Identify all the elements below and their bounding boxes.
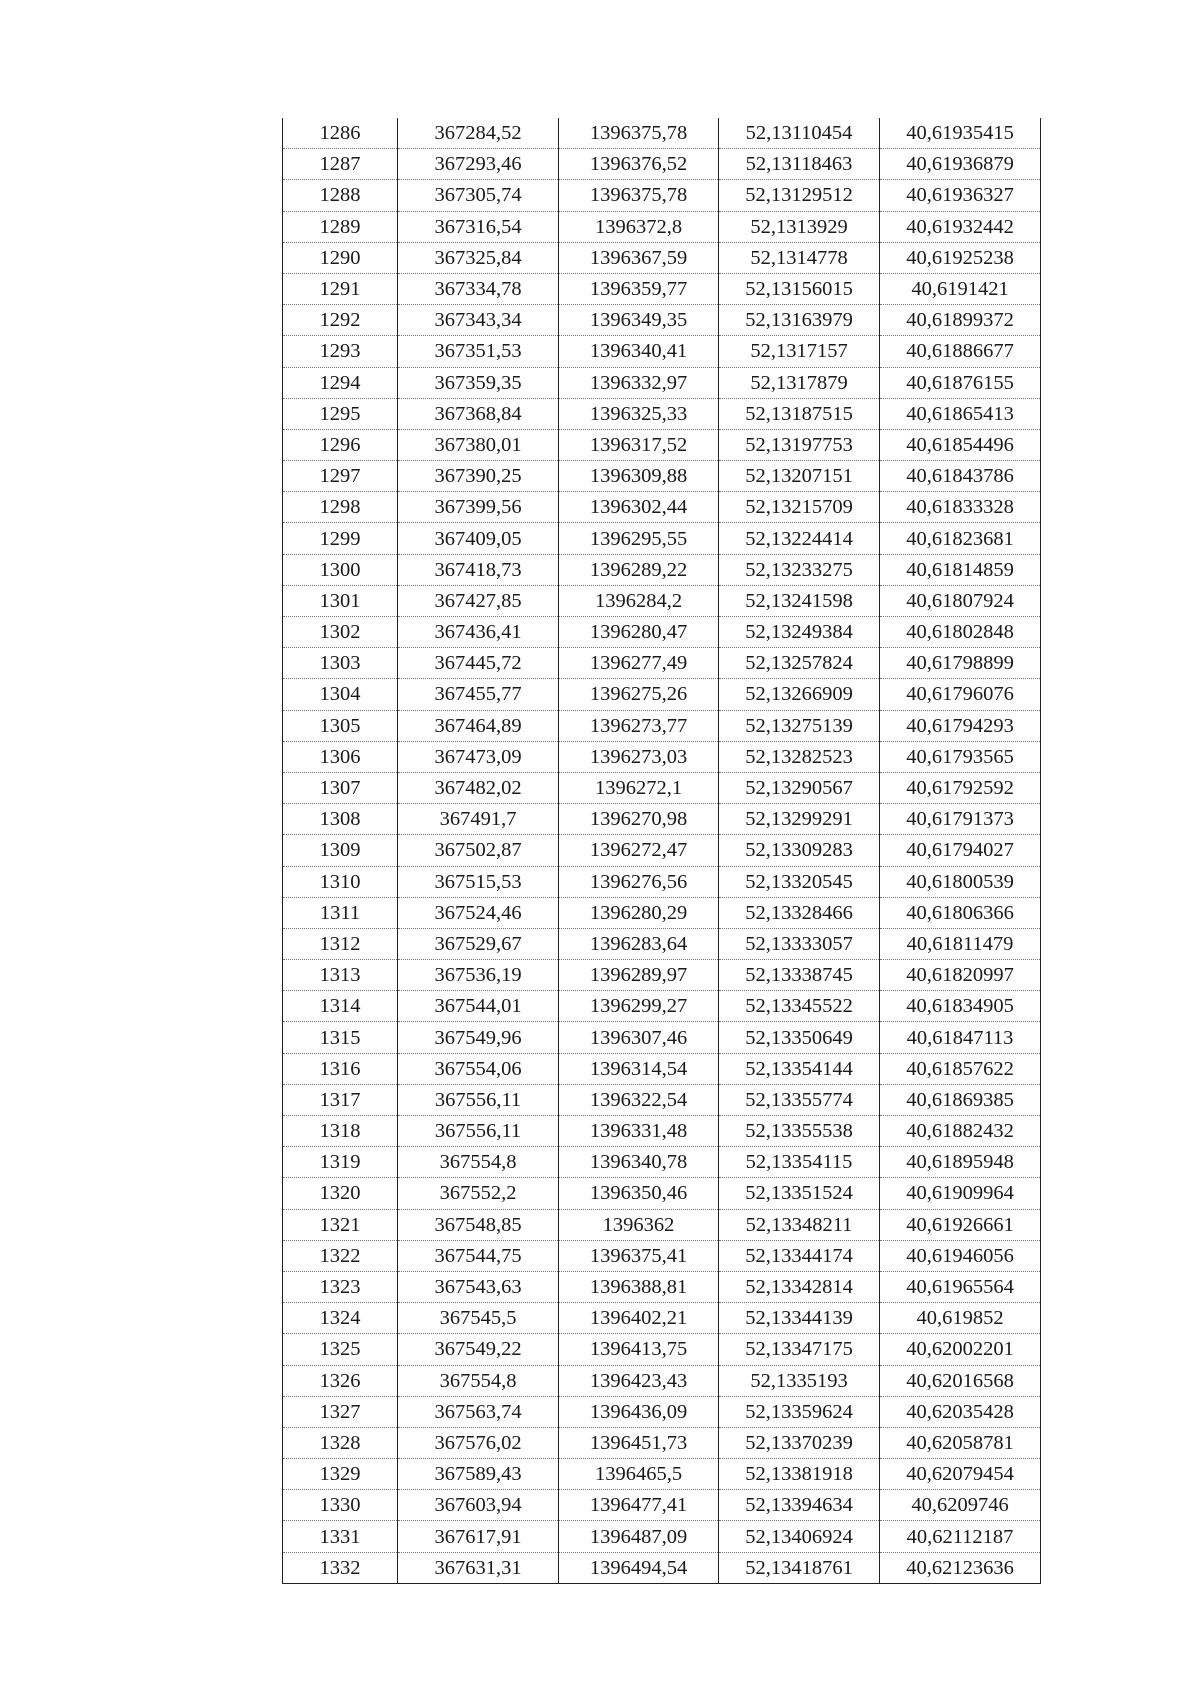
table-row <box>283 1022 1041 1053</box>
table-cell-latitude: 52,13118463 <box>719 149 880 180</box>
table-cell-point-number: 1321 <box>283 1209 398 1240</box>
table-cell-x-coordinate: 367554,8 <box>398 1365 559 1396</box>
table-row <box>283 554 1041 585</box>
table-cell-point-number: 1294 <box>283 367 398 398</box>
table-cell-latitude: 52,13156015 <box>719 273 880 304</box>
table-cell-y-coordinate: 1396272,1 <box>559 772 719 803</box>
table-cell-y-coordinate: 1396280,29 <box>559 897 719 928</box>
table-row <box>283 679 1041 710</box>
table-cell-point-number: 1314 <box>283 991 398 1022</box>
table-cell-y-coordinate: 1396280,47 <box>559 617 719 648</box>
table-cell-point-number: 1300 <box>283 554 398 585</box>
table-cell-point-number: 1289 <box>283 211 398 242</box>
table-cell-y-coordinate: 1396350,46 <box>559 1178 719 1209</box>
table-cell-longitude: 40,619852 <box>880 1303 1041 1334</box>
table-cell-longitude: 40,61886677 <box>880 336 1041 367</box>
table-cell-x-coordinate: 367603,94 <box>398 1490 559 1521</box>
table-cell-y-coordinate: 1396331,48 <box>559 1116 719 1147</box>
table-cell-x-coordinate: 367343,34 <box>398 305 559 336</box>
table-cell-x-coordinate: 367631,31 <box>398 1552 559 1583</box>
table-row <box>283 180 1041 211</box>
table-cell-x-coordinate: 367556,11 <box>398 1084 559 1115</box>
table-cell-y-coordinate: 1396372,8 <box>559 211 719 242</box>
table-cell-y-coordinate: 1396289,22 <box>559 554 719 585</box>
table-cell-x-coordinate: 367473,09 <box>398 741 559 772</box>
table-cell-latitude: 52,13257824 <box>719 648 880 679</box>
table-cell-point-number: 1293 <box>283 336 398 367</box>
table-cell-latitude: 52,1313929 <box>719 211 880 242</box>
table-cell-latitude: 52,1317157 <box>719 336 880 367</box>
table-cell-y-coordinate: 1396413,75 <box>559 1334 719 1365</box>
table-cell-y-coordinate: 1396272,47 <box>559 835 719 866</box>
table-cell-longitude: 40,61794293 <box>880 710 1041 741</box>
table-cell-longitude: 40,61833328 <box>880 492 1041 523</box>
table-row <box>283 461 1041 492</box>
table-cell-latitude: 52,13129512 <box>719 180 880 211</box>
table-cell-point-number: 1315 <box>283 1022 398 1053</box>
table-cell-point-number: 1305 <box>283 710 398 741</box>
table-cell-point-number: 1304 <box>283 679 398 710</box>
table-cell-y-coordinate: 1396375,78 <box>559 118 719 149</box>
table-cell-x-coordinate: 367351,53 <box>398 336 559 367</box>
table-cell-latitude: 52,13345522 <box>719 991 880 1022</box>
table-cell-x-coordinate: 367325,84 <box>398 242 559 273</box>
table-cell-latitude: 52,13333057 <box>719 928 880 959</box>
table-cell-point-number: 1331 <box>283 1521 398 1552</box>
table-cell-longitude: 40,62123636 <box>880 1552 1041 1583</box>
table-row <box>283 710 1041 741</box>
table-cell-longitude: 40,61794027 <box>880 835 1041 866</box>
table-cell-x-coordinate: 367544,75 <box>398 1240 559 1271</box>
table-row <box>283 1459 1041 1490</box>
table-row <box>283 648 1041 679</box>
table-cell-x-coordinate: 367464,89 <box>398 710 559 741</box>
table-cell-longitude: 40,61965564 <box>880 1271 1041 1302</box>
table-cell-x-coordinate: 367427,85 <box>398 585 559 616</box>
table-cell-latitude: 52,13350649 <box>719 1022 880 1053</box>
table-cell-longitude: 40,61791373 <box>880 804 1041 835</box>
table-cell-y-coordinate: 1396277,49 <box>559 648 719 679</box>
table-cell-point-number: 1292 <box>283 305 398 336</box>
table-cell-longitude: 40,61876155 <box>880 367 1041 398</box>
table-cell-y-coordinate: 1396402,21 <box>559 1303 719 1334</box>
table-row <box>283 336 1041 367</box>
table-cell-longitude: 40,61798899 <box>880 648 1041 679</box>
table-cell-point-number: 1319 <box>283 1147 398 1178</box>
table-cell-latitude: 52,13163979 <box>719 305 880 336</box>
table-cell-point-number: 1326 <box>283 1365 398 1396</box>
table-cell-y-coordinate: 1396465,5 <box>559 1459 719 1490</box>
table-cell-longitude: 40,61865413 <box>880 398 1041 429</box>
table-cell-x-coordinate: 367576,02 <box>398 1427 559 1458</box>
table-cell-x-coordinate: 367380,01 <box>398 429 559 460</box>
table-cell-x-coordinate: 367502,87 <box>398 835 559 866</box>
table-cell-y-coordinate: 1396494,54 <box>559 1552 719 1583</box>
table-cell-latitude: 52,13282523 <box>719 741 880 772</box>
table-cell-point-number: 1320 <box>283 1178 398 1209</box>
table-cell-point-number: 1299 <box>283 523 398 554</box>
table-cell-y-coordinate: 1396487,09 <box>559 1521 719 1552</box>
table-cell-y-coordinate: 1396317,52 <box>559 429 719 460</box>
table-cell-latitude: 52,13309283 <box>719 835 880 866</box>
table-cell-longitude: 40,62058781 <box>880 1427 1041 1458</box>
table-cell-x-coordinate: 367563,74 <box>398 1396 559 1427</box>
table-row <box>283 273 1041 304</box>
table-cell-y-coordinate: 1396283,64 <box>559 928 719 959</box>
table-cell-point-number: 1313 <box>283 960 398 991</box>
table-cell-longitude: 40,61932442 <box>880 211 1041 242</box>
table-cell-longitude: 40,62112187 <box>880 1521 1041 1552</box>
table-cell-y-coordinate: 1396275,26 <box>559 679 719 710</box>
table-cell-longitude: 40,61936327 <box>880 180 1041 211</box>
table-cell-longitude: 40,61895948 <box>880 1147 1041 1178</box>
table-cell-y-coordinate: 1396423,43 <box>559 1365 719 1396</box>
table-cell-latitude: 52,13207151 <box>719 461 880 492</box>
table-cell-x-coordinate: 367529,67 <box>398 928 559 959</box>
table-cell-x-coordinate: 367536,19 <box>398 960 559 991</box>
table-cell-latitude: 52,13355774 <box>719 1084 880 1115</box>
table-cell-y-coordinate: 1396451,73 <box>559 1427 719 1458</box>
table-cell-latitude: 52,13418761 <box>719 1552 880 1583</box>
table-cell-latitude: 52,13275139 <box>719 710 880 741</box>
table-cell-latitude: 52,13249384 <box>719 617 880 648</box>
table-row <box>283 1334 1041 1365</box>
table-cell-x-coordinate: 367359,35 <box>398 367 559 398</box>
table-cell-latitude: 52,13348211 <box>719 1209 880 1240</box>
table-cell-x-coordinate: 367305,74 <box>398 180 559 211</box>
coordinates-table <box>282 118 1041 1584</box>
table-cell-longitude: 40,61823681 <box>880 523 1041 554</box>
table-cell-latitude: 52,13394634 <box>719 1490 880 1521</box>
table-cell-x-coordinate: 367399,56 <box>398 492 559 523</box>
table-cell-point-number: 1288 <box>283 180 398 211</box>
table-cell-latitude: 52,13290567 <box>719 772 880 803</box>
table-row <box>283 617 1041 648</box>
table-cell-y-coordinate: 1396375,41 <box>559 1240 719 1271</box>
table-row <box>283 367 1041 398</box>
table-cell-longitude: 40,61800539 <box>880 866 1041 897</box>
table-cell-longitude: 40,62035428 <box>880 1396 1041 1427</box>
table-cell-point-number: 1295 <box>283 398 398 429</box>
table-row <box>283 1303 1041 1334</box>
table-cell-y-coordinate: 1396367,59 <box>559 242 719 273</box>
table-cell-longitude: 40,61820997 <box>880 960 1041 991</box>
table-cell-y-coordinate: 1396349,35 <box>559 305 719 336</box>
table-cell-latitude: 52,13347175 <box>719 1334 880 1365</box>
table-cell-latitude: 52,13342814 <box>719 1271 880 1302</box>
table-cell-y-coordinate: 1396273,77 <box>559 710 719 741</box>
table-cell-x-coordinate: 367455,77 <box>398 679 559 710</box>
table-row <box>283 1053 1041 1084</box>
table-cell-longitude: 40,61814859 <box>880 554 1041 585</box>
table-cell-y-coordinate: 1396375,78 <box>559 180 719 211</box>
table-row <box>283 1521 1041 1552</box>
table-cell-x-coordinate: 367515,53 <box>398 866 559 897</box>
table-cell-point-number: 1309 <box>283 835 398 866</box>
table-cell-latitude: 52,13224414 <box>719 523 880 554</box>
table-cell-longitude: 40,62002201 <box>880 1334 1041 1365</box>
table-cell-point-number: 1330 <box>283 1490 398 1521</box>
table-cell-x-coordinate: 367549,96 <box>398 1022 559 1053</box>
table-cell-latitude: 52,13320545 <box>719 866 880 897</box>
table-cell-y-coordinate: 1396273,03 <box>559 741 719 772</box>
table-row <box>283 772 1041 803</box>
table-cell-point-number: 1328 <box>283 1427 398 1458</box>
table-cell-x-coordinate: 367334,78 <box>398 273 559 304</box>
table-cell-longitude: 40,61843786 <box>880 461 1041 492</box>
table-cell-longitude: 40,61802848 <box>880 617 1041 648</box>
table-cell-point-number: 1298 <box>283 492 398 523</box>
table-cell-latitude: 52,13344174 <box>719 1240 880 1271</box>
table-cell-latitude: 52,13344139 <box>719 1303 880 1334</box>
table-cell-latitude: 52,1317879 <box>719 367 880 398</box>
table-cell-longitude: 40,61909964 <box>880 1178 1041 1209</box>
table-cell-x-coordinate: 367491,7 <box>398 804 559 835</box>
table-cell-latitude: 52,13328466 <box>719 897 880 928</box>
table-cell-point-number: 1316 <box>283 1053 398 1084</box>
table-row <box>283 804 1041 835</box>
table-cell-x-coordinate: 367482,02 <box>398 772 559 803</box>
table-row <box>283 835 1041 866</box>
table-row <box>283 1084 1041 1115</box>
table-cell-x-coordinate: 367554,06 <box>398 1053 559 1084</box>
table-row <box>283 928 1041 959</box>
table-cell-x-coordinate: 367524,46 <box>398 897 559 928</box>
table-cell-latitude: 52,13370239 <box>719 1427 880 1458</box>
table-cell-y-coordinate: 1396436,09 <box>559 1396 719 1427</box>
table-cell-point-number: 1307 <box>283 772 398 803</box>
table-cell-x-coordinate: 367390,25 <box>398 461 559 492</box>
table-cell-latitude: 52,13354115 <box>719 1147 880 1178</box>
table-cell-y-coordinate: 1396340,78 <box>559 1147 719 1178</box>
table-cell-latitude: 52,13381918 <box>719 1459 880 1490</box>
table-row <box>283 960 1041 991</box>
table-row <box>283 1271 1041 1302</box>
table-cell-y-coordinate: 1396359,77 <box>559 273 719 304</box>
table-cell-point-number: 1301 <box>283 585 398 616</box>
table-cell-y-coordinate: 1396309,88 <box>559 461 719 492</box>
table-cell-latitude: 52,13197753 <box>719 429 880 460</box>
table-cell-point-number: 1303 <box>283 648 398 679</box>
table-row <box>283 492 1041 523</box>
table-row <box>283 1116 1041 1147</box>
table-row <box>283 866 1041 897</box>
table-cell-point-number: 1310 <box>283 866 398 897</box>
table-row <box>283 523 1041 554</box>
table-cell-longitude: 40,6209746 <box>880 1490 1041 1521</box>
table-cell-point-number: 1311 <box>283 897 398 928</box>
table-cell-longitude: 40,61926661 <box>880 1209 1041 1240</box>
table-row <box>283 1240 1041 1271</box>
table-cell-y-coordinate: 1396270,98 <box>559 804 719 835</box>
table-row <box>283 1490 1041 1521</box>
table-cell-point-number: 1322 <box>283 1240 398 1271</box>
table-cell-latitude: 52,13338745 <box>719 960 880 991</box>
table-cell-x-coordinate: 367418,73 <box>398 554 559 585</box>
table-cell-latitude: 52,13355538 <box>719 1116 880 1147</box>
table-cell-x-coordinate: 367589,43 <box>398 1459 559 1490</box>
table-cell-latitude: 52,1314778 <box>719 242 880 273</box>
table-cell-point-number: 1332 <box>283 1552 398 1583</box>
table-cell-y-coordinate: 1396362 <box>559 1209 719 1240</box>
table-cell-longitude: 40,61925238 <box>880 242 1041 273</box>
table-cell-longitude: 40,61793565 <box>880 741 1041 772</box>
table-cell-y-coordinate: 1396302,44 <box>559 492 719 523</box>
table-cell-point-number: 1324 <box>283 1303 398 1334</box>
table-cell-longitude: 40,61847113 <box>880 1022 1041 1053</box>
table-cell-longitude: 40,61806366 <box>880 897 1041 928</box>
table-row <box>283 305 1041 336</box>
table-cell-longitude: 40,61834905 <box>880 991 1041 1022</box>
table-row <box>283 118 1041 149</box>
table-cell-latitude: 52,13406924 <box>719 1521 880 1552</box>
table-cell-point-number: 1325 <box>283 1334 398 1365</box>
table-row <box>283 1427 1041 1458</box>
table-cell-y-coordinate: 1396299,27 <box>559 991 719 1022</box>
table-cell-latitude: 52,13241598 <box>719 585 880 616</box>
table-cell-y-coordinate: 1396322,54 <box>559 1084 719 1115</box>
table-cell-longitude: 40,61807924 <box>880 585 1041 616</box>
table-cell-point-number: 1327 <box>283 1396 398 1427</box>
table-cell-longitude: 40,62016568 <box>880 1365 1041 1396</box>
table-cell-point-number: 1286 <box>283 118 398 149</box>
table-row <box>283 1147 1041 1178</box>
table-cell-x-coordinate: 367617,91 <box>398 1521 559 1552</box>
table-cell-y-coordinate: 1396284,2 <box>559 585 719 616</box>
table-cell-latitude: 52,13215709 <box>719 492 880 523</box>
table-cell-longitude: 40,61792592 <box>880 772 1041 803</box>
table-cell-y-coordinate: 1396289,97 <box>559 960 719 991</box>
table-cell-x-coordinate: 367436,41 <box>398 617 559 648</box>
table-cell-x-coordinate: 367445,72 <box>398 648 559 679</box>
table-row <box>283 1396 1041 1427</box>
table-cell-point-number: 1302 <box>283 617 398 648</box>
table-cell-x-coordinate: 367409,05 <box>398 523 559 554</box>
table-cell-latitude: 52,1335193 <box>719 1365 880 1396</box>
table-cell-x-coordinate: 367543,63 <box>398 1271 559 1302</box>
table-cell-longitude: 40,62079454 <box>880 1459 1041 1490</box>
table-cell-x-coordinate: 367554,8 <box>398 1147 559 1178</box>
table-cell-longitude: 40,61811479 <box>880 928 1041 959</box>
table-cell-point-number: 1323 <box>283 1271 398 1302</box>
table-cell-point-number: 1329 <box>283 1459 398 1490</box>
table-row <box>283 242 1041 273</box>
table-cell-point-number: 1312 <box>283 928 398 959</box>
table-cell-y-coordinate: 1396388,81 <box>559 1271 719 1302</box>
table-row <box>283 1365 1041 1396</box>
table-cell-latitude: 52,13233275 <box>719 554 880 585</box>
table-cell-longitude: 40,61796076 <box>880 679 1041 710</box>
table-cell-latitude: 52,13354144 <box>719 1053 880 1084</box>
table-cell-point-number: 1306 <box>283 741 398 772</box>
table-cell-latitude: 52,13359624 <box>719 1396 880 1427</box>
table-cell-y-coordinate: 1396295,55 <box>559 523 719 554</box>
table-row <box>283 149 1041 180</box>
table-row <box>283 585 1041 616</box>
table-cell-y-coordinate: 1396325,33 <box>559 398 719 429</box>
table-cell-longitude: 40,61899372 <box>880 305 1041 336</box>
table-cell-longitude: 40,61854496 <box>880 429 1041 460</box>
table-cell-x-coordinate: 367284,52 <box>398 118 559 149</box>
table-cell-latitude: 52,13266909 <box>719 679 880 710</box>
table-row <box>283 741 1041 772</box>
table-cell-longitude: 40,61936879 <box>880 149 1041 180</box>
table-cell-y-coordinate: 1396276,56 <box>559 866 719 897</box>
table-cell-longitude: 40,61869385 <box>880 1084 1041 1115</box>
table-cell-latitude: 52,13351524 <box>719 1178 880 1209</box>
table-cell-latitude: 52,13187515 <box>719 398 880 429</box>
table-cell-point-number: 1291 <box>283 273 398 304</box>
table-row <box>283 1209 1041 1240</box>
table-cell-y-coordinate: 1396340,41 <box>559 336 719 367</box>
table-cell-y-coordinate: 1396332,97 <box>559 367 719 398</box>
table-cell-point-number: 1290 <box>283 242 398 273</box>
table-row <box>283 1552 1041 1583</box>
table-row <box>283 897 1041 928</box>
table-cell-x-coordinate: 367549,22 <box>398 1334 559 1365</box>
table-cell-y-coordinate: 1396307,46 <box>559 1022 719 1053</box>
table-cell-y-coordinate: 1396314,54 <box>559 1053 719 1084</box>
table-cell-x-coordinate: 367548,85 <box>398 1209 559 1240</box>
table-cell-latitude: 52,13299291 <box>719 804 880 835</box>
table-row <box>283 211 1041 242</box>
table-cell-x-coordinate: 367545,5 <box>398 1303 559 1334</box>
table-cell-point-number: 1318 <box>283 1116 398 1147</box>
table-cell-longitude: 40,61857622 <box>880 1053 1041 1084</box>
table-cell-point-number: 1317 <box>283 1084 398 1115</box>
table-cell-longitude: 40,61935415 <box>880 118 1041 149</box>
table-cell-x-coordinate: 367368,84 <box>398 398 559 429</box>
table-cell-longitude: 40,61882432 <box>880 1116 1041 1147</box>
table-cell-x-coordinate: 367544,01 <box>398 991 559 1022</box>
table-cell-x-coordinate: 367316,54 <box>398 211 559 242</box>
table-row <box>283 991 1041 1022</box>
table-cell-y-coordinate: 1396477,41 <box>559 1490 719 1521</box>
table-row <box>283 398 1041 429</box>
table-cell-x-coordinate: 367293,46 <box>398 149 559 180</box>
table-cell-y-coordinate: 1396376,52 <box>559 149 719 180</box>
table-cell-longitude: 40,6191421 <box>880 273 1041 304</box>
table-row <box>283 1178 1041 1209</box>
table-cell-x-coordinate: 367552,2 <box>398 1178 559 1209</box>
table-cell-x-coordinate: 367556,11 <box>398 1116 559 1147</box>
table-cell-longitude: 40,61946056 <box>880 1240 1041 1271</box>
table-cell-point-number: 1287 <box>283 149 398 180</box>
table-cell-point-number: 1297 <box>283 461 398 492</box>
table-cell-latitude: 52,13110454 <box>719 118 880 149</box>
table-cell-point-number: 1296 <box>283 429 398 460</box>
table-row <box>283 429 1041 460</box>
table-cell-point-number: 1308 <box>283 804 398 835</box>
coordinates-table-body <box>283 118 1041 1583</box>
